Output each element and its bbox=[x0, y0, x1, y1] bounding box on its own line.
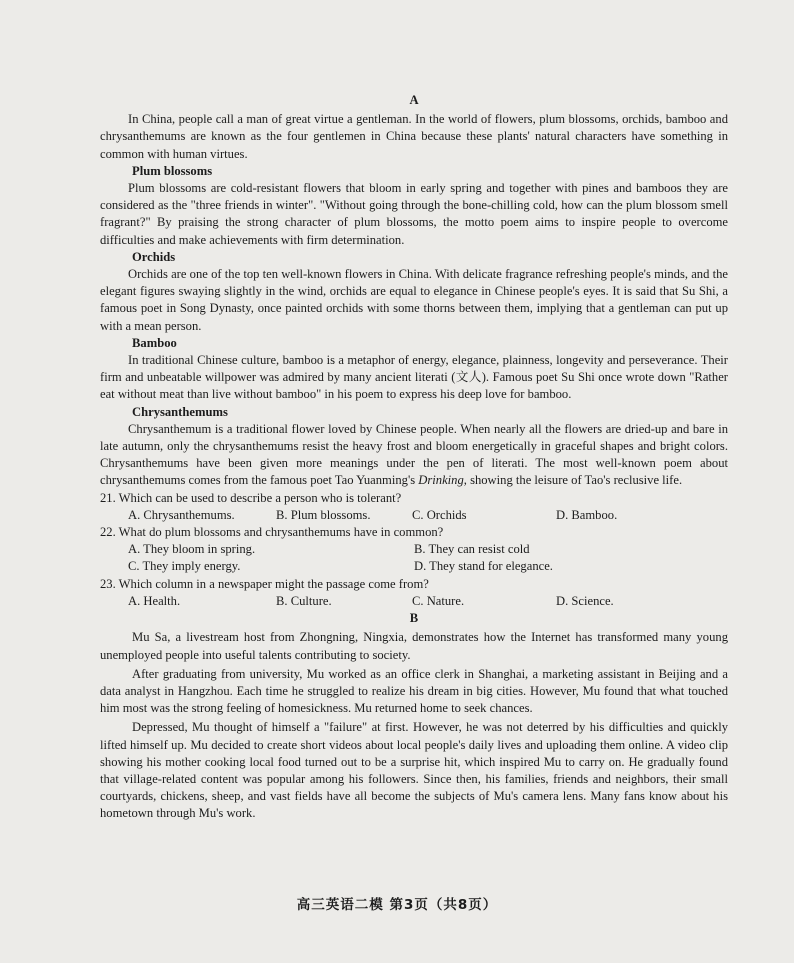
chrys-text-end: , showing the leisure of Tao's reclusive life. bbox=[463, 473, 683, 488]
question-23-options bbox=[128, 593, 728, 610]
question-21-options bbox=[128, 507, 728, 524]
question-21-stem: 21. Which can be used to describe a person who is tolerant? bbox=[100, 490, 402, 505]
para-chrysanthemums bbox=[100, 421, 728, 490]
option-c: C. They imply energy. bbox=[128, 559, 241, 574]
para-orchids: Orchids are one of the top ten well-known flowers in China. With delicate fragrance refreshing people's minds, and the elegant figures swaying slightly in the wind, orchids are equal to elegance in Chinese people's eyes. It is said that Su Shi, a famous poet in Song Dynasty, once painted orchids with some thorns between them, implying that a gentleman can put up with a mean person. bbox=[100, 267, 728, 333]
option-c: C. Orchids bbox=[412, 507, 467, 522]
heading-orchids: Orchids bbox=[132, 249, 176, 264]
option-a: A. They bloom in spring. bbox=[128, 542, 256, 557]
option-b: B. Plum blossoms. bbox=[276, 507, 371, 522]
para-bamboo: In traditional Chinese culture, bamboo is a metaphor of energy, elegance, plainness, longevity and perseverance. Their firm and unbeatable willpower was admired by many ancient literati (文人). Famous poet Su Shi once wrote down "Rather eat without meat than live without bamboo" in his poem to express his deep love for bamboo. bbox=[100, 353, 728, 402]
question-23-stem: 23. Which column in a newspaper might the passage come from? bbox=[100, 576, 429, 591]
option-c: C. Nature. bbox=[412, 593, 465, 608]
para-b-3: Depressed, Mu thought of himself a "failure" at first. However, he was not deterred by his difficulties and quickly lifted himself up. Mu decided to create short videos about local people's daily lives and uploading them online. A video clip showing his mother cooking local food turned out to be a surprise hit, which inspired Mu to carry on. He gradually found that village-related content was popular among his followers. Since then, his families, friends and neighbors, their small courtyards, chickens, sheep, and vast fields have all become the subjects of Mu's camera lens. Many fans know about his hometown through Mu's work. bbox=[100, 720, 728, 821]
option-a: A. Health. bbox=[128, 593, 181, 608]
option-b: B. They can resist cold bbox=[414, 542, 530, 557]
para-plum: Plum blossoms are cold-resistant flowers that bloom in early spring and together with pines and bamboos they are considered as the "three friends in winter". "Without going through the bone-chilling cold, how can the plum blossom smell fragrant?" By praising the strong character of plum blossoms, the motto poem aims to inspire people to overcome difficulties and make achievements with firm determination. bbox=[100, 181, 728, 247]
option-d: D. Bamboo. bbox=[556, 507, 618, 522]
option-d: D. They stand for elegance. bbox=[414, 559, 553, 574]
section-a-intro: In China, people call a man of great virtue a gentleman. In the world of flowers, plum blossoms, orchids, bamboo and chrysanthemums are known as the four gentlemen in China because these plants' natural characters have something in common with human virtues. bbox=[100, 112, 728, 161]
section-a-title: A bbox=[409, 93, 419, 107]
section-b-title: B bbox=[409, 611, 419, 626]
question-22-options-row2 bbox=[128, 558, 728, 575]
para-b-1: Mu Sa, a livestream host from Zhongning, Ningxia, demonstrates how the Internet has transformed many young unemployed people into useful talents contributing to society. bbox=[100, 630, 728, 662]
question-22-options-row1 bbox=[128, 541, 728, 558]
heading-chrysanthemums: Chrysanthemums bbox=[132, 404, 228, 419]
question-22-stem: 22. What do plum blossoms and chrysanthemums have in common? bbox=[100, 525, 444, 540]
poem-title: Drinking bbox=[418, 473, 464, 488]
option-d: D. Science. bbox=[556, 593, 614, 608]
chrys-text: Chrysanthemum is a traditional flower loved by Chinese people. When nearly all the flowers are dried-up and bare in late autumn, only the chrysanthemums resist the heavy frost and bloom energetically in graceful shapes and bright colors. Chrysanthemums have been given more meanings under the pen of literati. The most well-known poem about chrysanthemums comes from the famous poet Tao Yuanming's bbox=[100, 421, 728, 488]
heading-plum: Plum blossoms bbox=[132, 163, 213, 178]
page-footer: 高三英语二模 第3页（共8页） bbox=[296, 897, 498, 913]
heading-bamboo: Bamboo bbox=[132, 335, 177, 350]
option-b: B. Culture. bbox=[276, 593, 332, 608]
option-a: A. Chrysanthemums. bbox=[128, 507, 235, 522]
para-b-2: After graduating from university, Mu worked as an office clerk in Shanghai, a marketing assistant in Beijing and a data analyst in Hangzhou. Each time he struggled to realize his dream in big cities. However, Mu found that what touched him most was the strong feeling of homesickness. Mu returned home to seek chances. bbox=[100, 666, 728, 716]
